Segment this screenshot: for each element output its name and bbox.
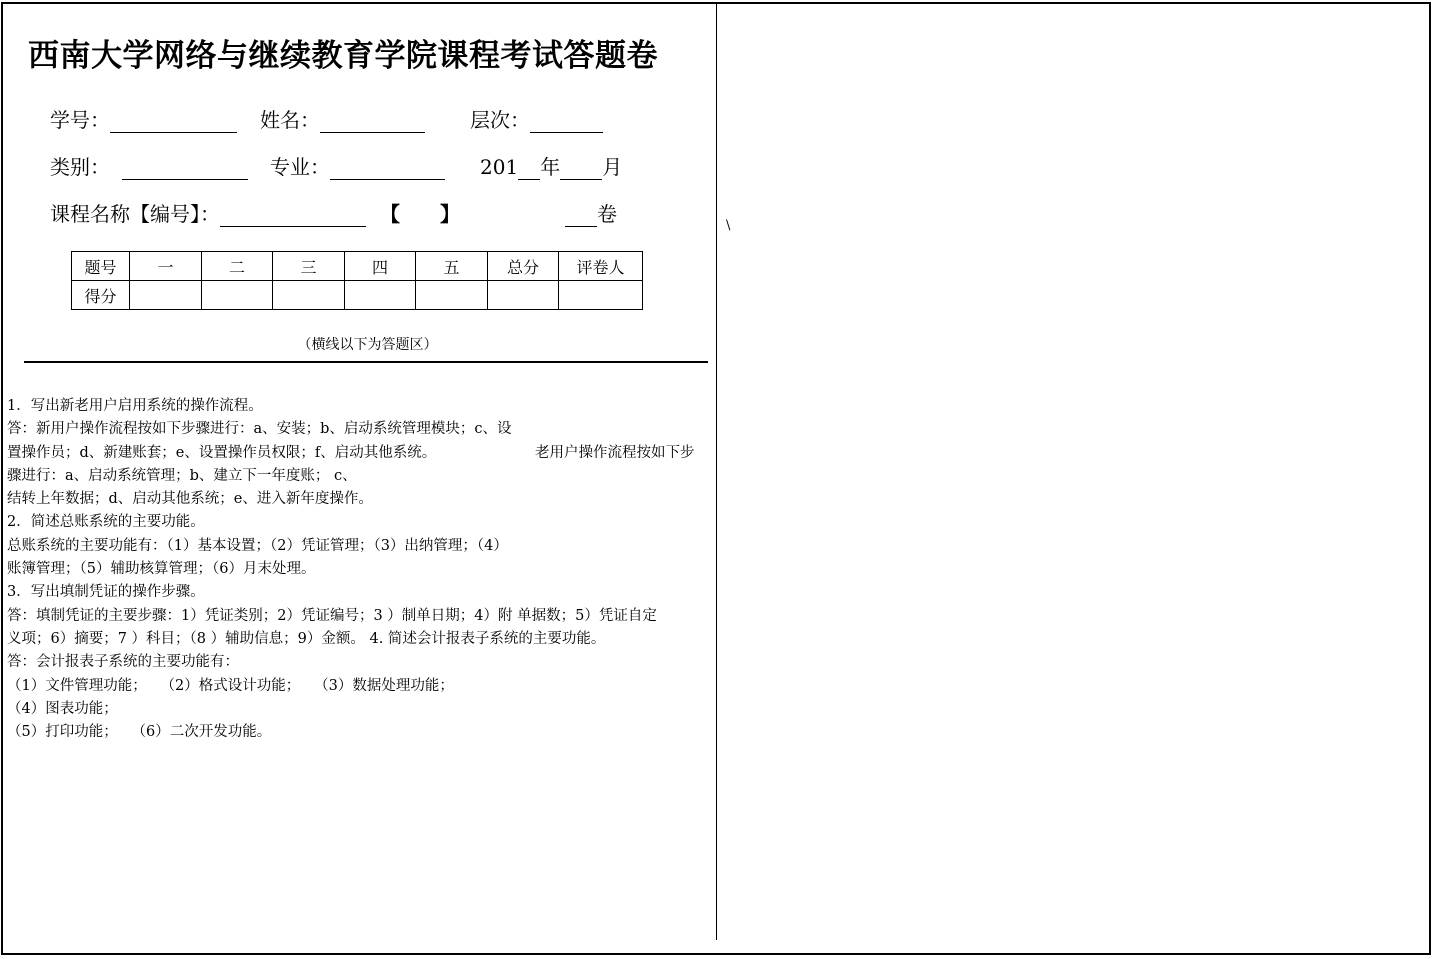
course-label: 课程名称【编号】：	[50, 202, 220, 226]
score-cell	[130, 281, 202, 310]
answer-body	[7, 395, 712, 744]
major-blank	[330, 157, 445, 180]
exam-title: 西南大学网络与继续教育学院课程考试答题卷	[28, 38, 658, 74]
answer-line: 1．写出新老用户启用系统的操作流程。	[7, 398, 263, 414]
answer-line: 答：会计报表子系统的主要功能有：	[7, 654, 239, 671]
course-code-bracket-close: 】	[440, 202, 460, 226]
month-blank	[560, 157, 602, 180]
category-blank	[122, 157, 248, 180]
course-code-bracket-open: 【	[380, 202, 400, 226]
answer-area-note: （横线以下为答题区）	[297, 337, 438, 353]
score-cell	[559, 281, 643, 310]
header-cell: 一	[130, 252, 202, 281]
paper-blank	[565, 204, 597, 227]
level-label: 层次：	[470, 108, 530, 132]
answer-line: （1）文件管理功能； （2）格式设计功能； （3）数据处理功能；	[7, 677, 454, 694]
answer-line: 答：填制凭证的主要步骤：1）凭证类别；2）凭证编号；3 ）制单日期；4）附 单据数；5）凭证自定	[7, 607, 657, 624]
answer-line: 骤进行：a、启动系统管理；b、建立下一年度账； c、	[7, 467, 357, 484]
answer-line: 义项；6）摘要；7 ）科目；（8 ）辅助信息；9）金额。 4. 简述会计报表子系统的主要功能。	[7, 630, 606, 647]
header-cell: 二	[202, 252, 273, 281]
answer-line-part: 老用户操作流程按如下步	[535, 444, 695, 461]
score-table-score-row	[72, 281, 643, 310]
name-label: 姓名：	[260, 108, 320, 132]
answer-line: 答：新用户操作流程按如下步骤进行：a、安装；b、启动系统管理模块；c、设	[7, 421, 512, 438]
major-label: 专业：	[270, 155, 330, 179]
answer-line: 结转上年数据；d、启动其他系统；e、进入新年度操作。	[7, 491, 373, 508]
year-label: 年	[540, 155, 561, 179]
header-cell: 题号	[72, 252, 130, 281]
answer-line: 总账系统的主要功能有：（1）基本设置；（2）凭证管理；（3）出纳管理；（4）	[7, 537, 508, 554]
header-cell: 三	[273, 252, 345, 281]
year-blank	[518, 157, 540, 180]
answer-line: 2．简述总账系统的主要功能。	[7, 514, 205, 531]
answer-line-part: 置操作员；d、新建账套；e、设置操作员权限；f、启动其他系统。	[7, 444, 437, 461]
header-cell: 四	[345, 252, 416, 281]
month-label: 月	[602, 155, 623, 179]
student-id-label: 学号：	[50, 108, 110, 132]
score-cell	[488, 281, 559, 310]
answer-line: （5）打印功能； （6）二次开发功能。	[7, 724, 272, 741]
answer-line: 账簿管理；（5）辅助核算管理；（6）月末处理。	[7, 561, 316, 578]
answer-line: （4）图表功能；	[7, 700, 118, 717]
header-cell: 总分	[488, 252, 559, 281]
category-label: 类别：	[50, 155, 110, 179]
course-blank	[220, 204, 366, 227]
score-cell	[416, 281, 488, 310]
name-blank	[320, 110, 425, 133]
paper-label: 卷	[597, 202, 617, 226]
score-cell	[273, 281, 345, 310]
answer-line	[7, 442, 712, 465]
header-cell: 评卷人	[559, 252, 643, 281]
score-table	[71, 251, 643, 310]
level-blank	[530, 110, 603, 133]
score-row-label: 得分	[72, 281, 130, 310]
page-divider	[716, 4, 717, 940]
answer-line: 3．写出填制凭证的操作步骤。	[7, 584, 205, 601]
score-table-header-row	[72, 252, 643, 281]
right-page-mark: \	[726, 218, 731, 233]
answer-area-rule	[24, 361, 708, 363]
student-id-blank	[110, 110, 237, 133]
header-cell: 五	[416, 252, 488, 281]
score-cell	[345, 281, 416, 310]
score-cell	[202, 281, 273, 310]
year-prefix: 201	[480, 155, 519, 179]
